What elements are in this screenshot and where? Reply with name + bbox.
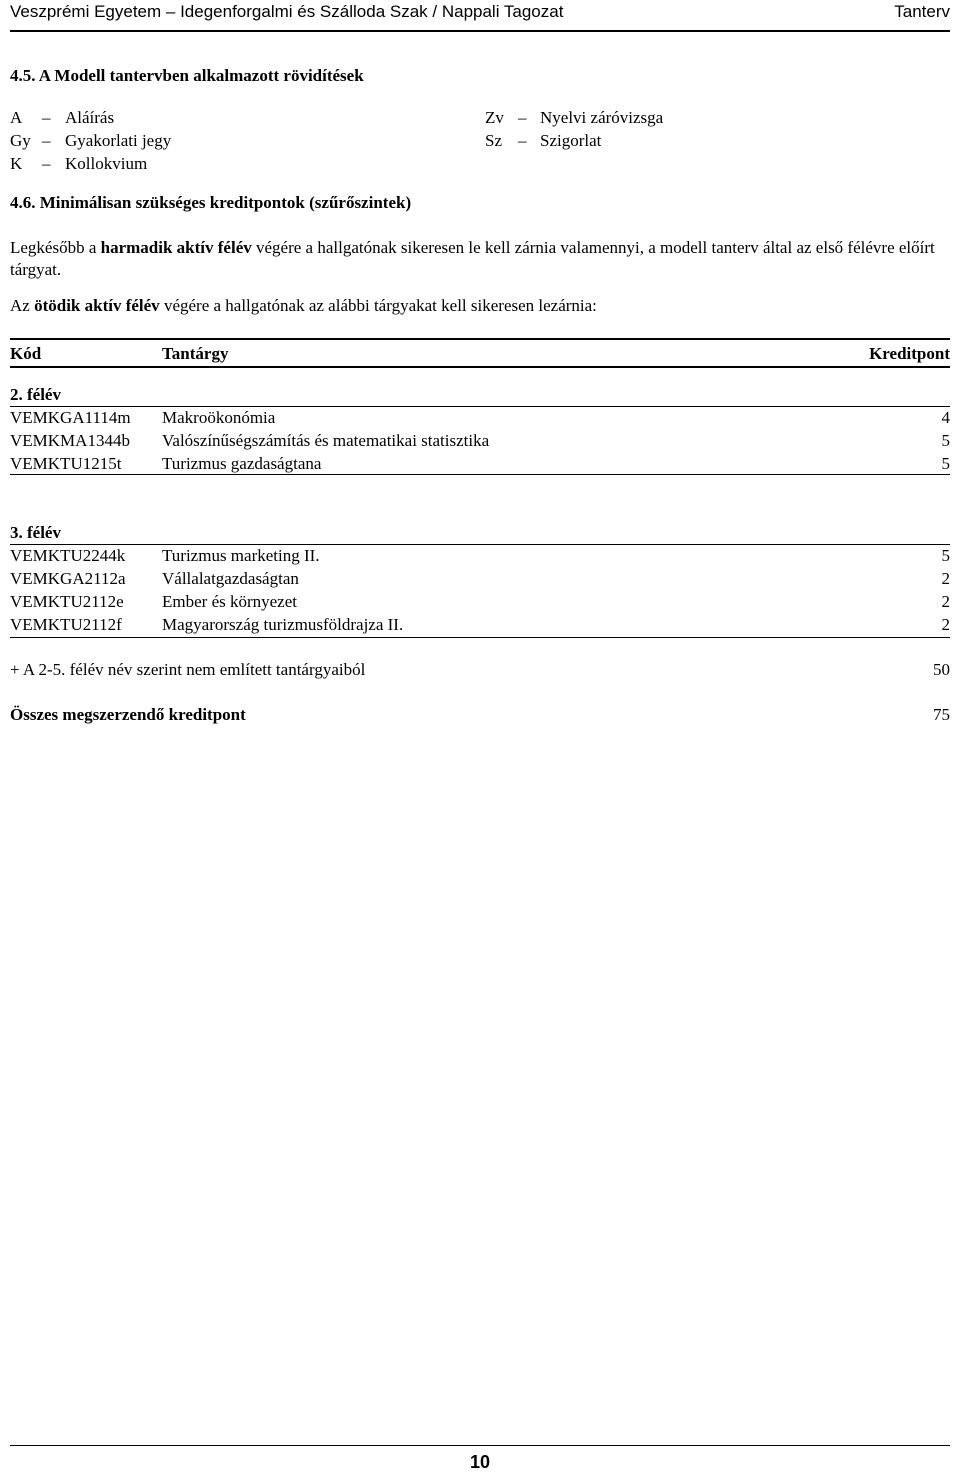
- abbreviation-name: Aláírás: [65, 108, 115, 127]
- paragraph-text: Legkésőbb a: [10, 238, 101, 257]
- page-number: 10: [469, 1452, 491, 1472]
- paragraph-text: Az: [10, 296, 35, 315]
- section-4-5-title: 4.5. A Modell tantervben alkalmazott rövidítések: [10, 66, 364, 85]
- row-credit: 2: [941, 592, 950, 611]
- table-row: [10, 615, 950, 638]
- abbreviation-name: Kollokvium: [65, 154, 148, 173]
- paragraph-emphasis: harmadik aktív félév: [100, 238, 252, 257]
- table-row: [10, 431, 950, 454]
- row-credit: 2: [941, 569, 950, 588]
- semester-table: [10, 406, 950, 475]
- extra-credits-label: + A 2-5. félév név szerint nem említett tantárgyaiból: [10, 660, 366, 679]
- abbreviation-code: Sz: [485, 131, 502, 150]
- abbreviation-code: Zv: [485, 108, 504, 127]
- paragraph-text: végére a hallgatónak az alábbi tárgyakat kell sikeresen lezárnia:: [159, 296, 597, 315]
- abbreviation-name: Gyakorlati jegy: [65, 131, 172, 150]
- abbreviation-dash: –: [42, 154, 51, 173]
- row-subject: Turizmus marketing II.: [162, 546, 320, 565]
- row-code: VEMKTU2112f: [10, 615, 122, 634]
- abbreviation-name: Szigorlat: [540, 131, 602, 150]
- row-subject: Ember és környezet: [162, 592, 297, 611]
- header-title: Veszprémi Egyetem – Idegenforgalmi és Szálloda Szak / Nappali Tagozat: [10, 2, 564, 21]
- total-credits-label: Összes megszerzendő kreditpont: [10, 705, 246, 724]
- semester-label: 2. félév: [10, 385, 61, 404]
- table-row: [10, 569, 950, 592]
- header-subject: Tantárgy: [162, 344, 229, 363]
- row-subject: Magyarország turizmusföldrajza II.: [162, 615, 404, 634]
- row-code: VEMKTU2244k: [10, 546, 126, 565]
- abbreviation-code: Gy: [10, 131, 31, 150]
- abbreviation-dash: –: [518, 131, 527, 150]
- row-code: VEMKTU2112e: [10, 592, 124, 611]
- row-subject: Vállalatgazdaságtan: [162, 569, 299, 588]
- paragraph-text: végére a hallgatónak sikeresen le kell zárnia valamennyi, a modell tanterv által az első félévre előírt tárgyat.: [10, 238, 935, 279]
- abbreviation-code: A: [10, 108, 23, 127]
- semester-label: 3. félév: [10, 523, 61, 542]
- abbreviation-dash: –: [42, 131, 51, 150]
- header-credit: Kreditpont: [869, 344, 950, 363]
- section-4-6-title: 4.6. Minimálisan szükséges kreditpontok (szűrőszintek): [10, 193, 412, 212]
- abbreviation-dash: –: [518, 108, 527, 127]
- extra-credits-value: 50: [933, 660, 950, 679]
- row-code: VEMKGA2112a: [10, 569, 126, 588]
- header-code: Kód: [10, 344, 42, 363]
- row-code: VEMKTU1215t: [10, 454, 122, 473]
- row-credit: 5: [941, 546, 950, 565]
- abbreviation-name: Nyelvi záróvizsga: [540, 108, 664, 127]
- table-row: [10, 546, 950, 569]
- row-credit: 2: [941, 615, 950, 634]
- total-credits-value: 75: [933, 705, 950, 724]
- row-credit: 5: [941, 454, 950, 473]
- row-subject: Turizmus gazdaságtana: [162, 454, 322, 473]
- page-header: [10, 0, 950, 32]
- table-row: [10, 408, 950, 431]
- row-code: VEMKMA1344b: [10, 431, 130, 450]
- paragraph-emphasis: ötödik aktív félév: [34, 296, 160, 315]
- row-credit: 4: [941, 408, 950, 427]
- footer-divider: [10, 1445, 950, 1446]
- table-row: [10, 592, 950, 615]
- table-row: [10, 454, 950, 477]
- abbreviation-code: K: [10, 154, 23, 173]
- row-subject: Makroökonómia: [162, 408, 276, 427]
- table-header: [10, 338, 950, 368]
- semester-table: [10, 544, 950, 638]
- row-subject: Valószínűségszámítás és matematikai statisztika: [162, 431, 490, 450]
- paragraph-fifth-semester: [10, 295, 955, 317]
- header-doc-type: Tanterv: [894, 2, 950, 21]
- abbreviation-dash: –: [42, 108, 51, 127]
- row-credit: 5: [941, 431, 950, 450]
- paragraph-third-semester: [10, 237, 955, 281]
- row-code: VEMKGA1114m: [10, 408, 131, 427]
